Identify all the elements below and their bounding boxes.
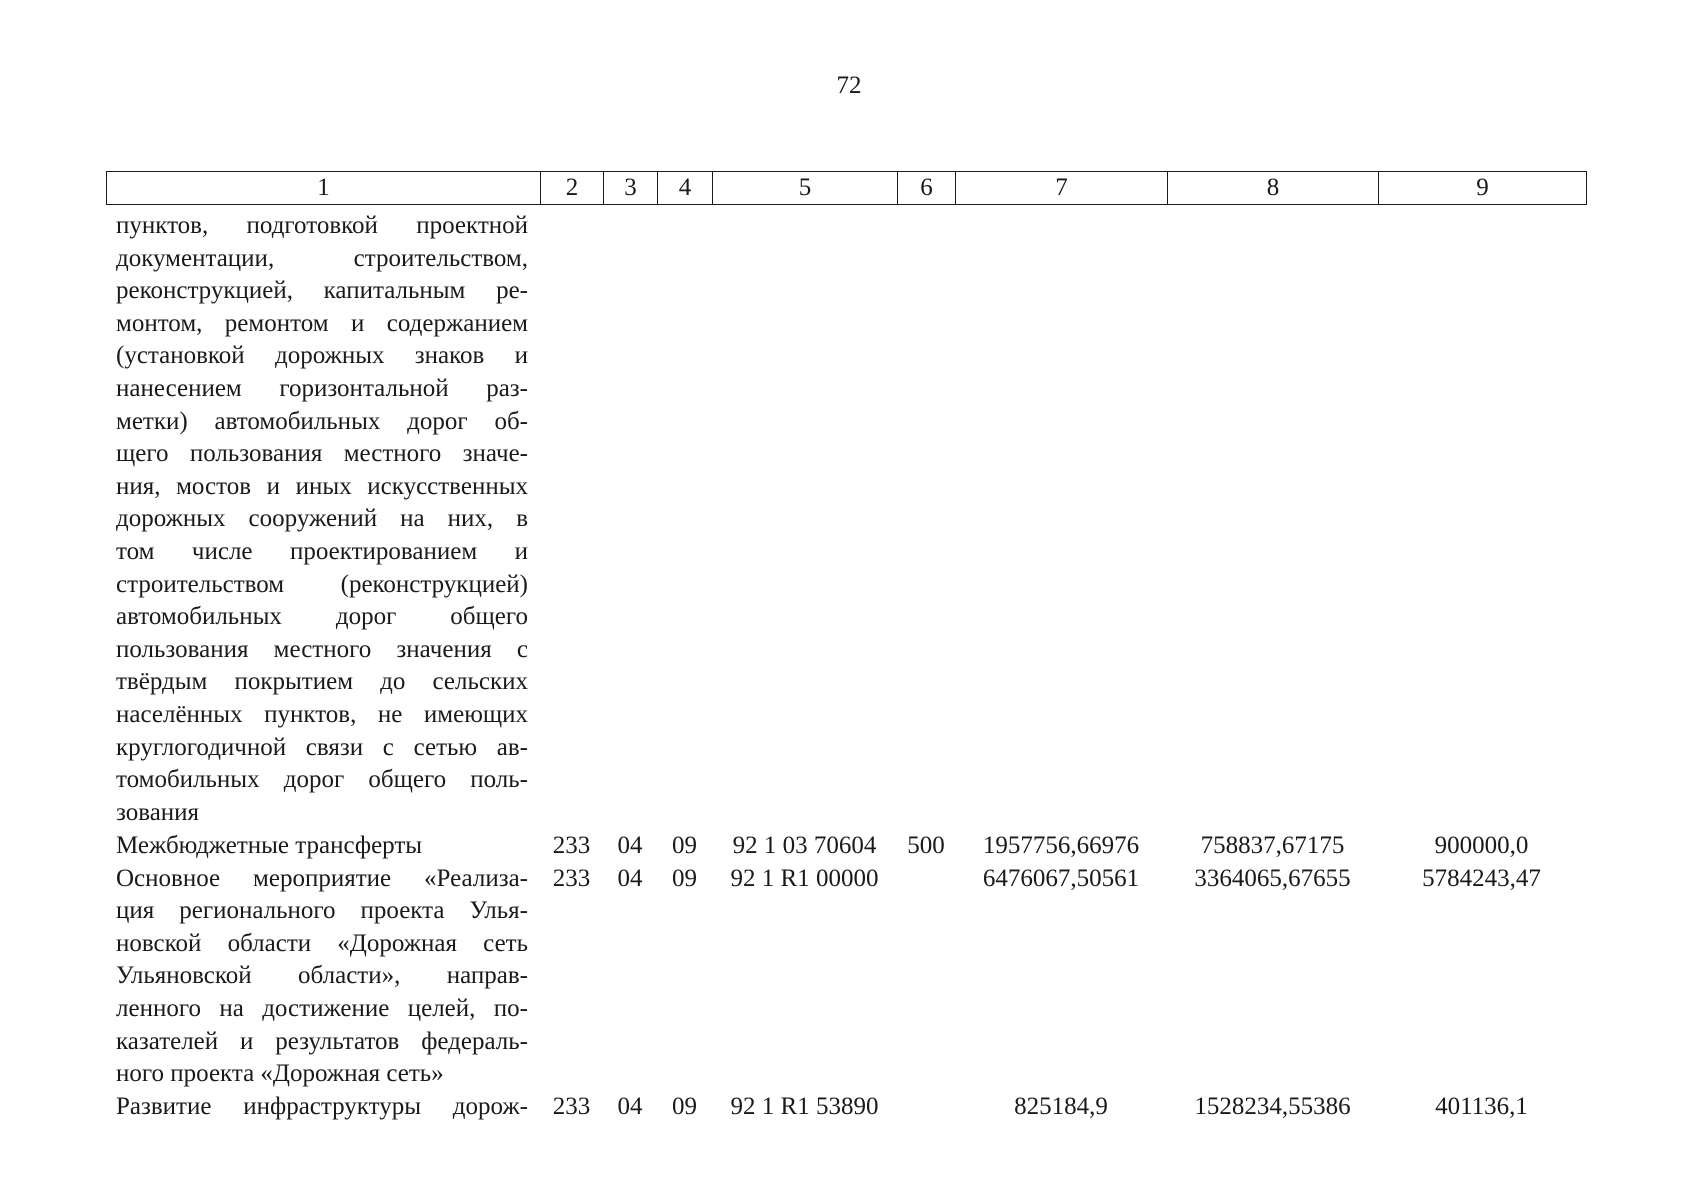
cell-col-7: 825184,9 [1014,1092,1108,1120]
row-name-line: нанесением горизонтальной раз- [116,374,528,402]
row-name-line: круглогодичной связи с сетью ав- [116,733,528,761]
cell-col-2: 233 [552,864,591,892]
table-header-row [106,171,1587,205]
row-name-line: Основное мероприятие «Реализа- [116,864,528,892]
row-name-line: пунктов, подготовкой проектной [116,212,528,239]
cell-col-4: 09 [672,1092,697,1120]
cell-col-2: 233 [552,1092,591,1120]
cell-col-4: 09 [672,832,697,859]
header-col-8: 8 [1168,172,1379,204]
row-name [106,210,540,829]
page-number: 72 [836,72,862,99]
row-name-line: населённых пунктов, не имеющих [116,700,528,728]
row-name-line: ленного на достижение целей, по- [116,994,528,1022]
cell-col-5: 92 1 R1 53890 [730,1092,879,1120]
header-col-6: 6 [898,172,956,204]
table-row [106,863,1585,1091]
header-col-3: 3 [604,172,658,204]
row-name-line: Развитие инфраструктуры дорож- [116,1092,528,1120]
row-name-line: ного проекта «Дорожная сеть» [116,1060,444,1088]
row-name-line: ция регионального проекта Улья- [116,897,528,925]
cell-col-7: 1957756,66976 [982,832,1140,859]
cell-col-3: 04 [617,832,643,859]
cell-col-3: 04 [617,1092,643,1120]
header-col-7: 7 [956,172,1168,204]
header-col-4: 4 [658,172,713,204]
cell-col-9: 900000,0 [1434,832,1529,859]
header-col-5: 5 [713,172,898,204]
cell-col-3: 04 [617,864,643,892]
cell-col-8: 758837,67175 [1200,832,1345,859]
row-name-line: (установкой дорожных знаков и [116,342,528,370]
row-name-line: пользования местного значения с [116,635,528,663]
table-row [106,1091,1585,1124]
cell-col-9: 401136,1 [1435,1092,1528,1120]
cell-col-8: 3364065,67655 [1194,864,1351,892]
row-name-line: Ульяновской области», направ- [116,962,528,990]
row-name [106,830,540,863]
row-name [106,1091,540,1124]
row-name-line: реконструкцией, капитальным ре- [116,277,528,305]
row-name-line: твёрдым покрытием до сельских [116,668,528,696]
cell-col-8: 1528234,55386 [1194,1092,1351,1120]
row-name-line: новской области «Дорожная сеть [116,929,528,957]
row-name-line: томобильных дорог общего поль- [116,766,528,794]
cell-col-7: 6476067,50561 [982,864,1140,892]
table-row [106,210,540,829]
row-name-line: казателей и результатов федераль- [116,1027,528,1055]
row-name-line: автомобильных дорог общего [116,603,528,631]
cell-col-2: 233 [552,832,591,859]
row-name-line: дорожных сооружений на них, в [116,505,528,533]
row-name-line: строительством (реконструкцией) [116,570,528,598]
table-row [106,830,1585,863]
row-name-line: ния, мостов и иных искусственных [116,472,528,500]
row-name-line: щего пользования местного значе- [116,440,528,468]
cell-col-4: 09 [672,864,697,892]
cell-col-5: 92 1 03 70604 [732,832,877,859]
row-name [106,863,540,1091]
row-name-line: документации, строительством, [116,244,528,272]
cell-col-6 [897,863,955,1091]
row-name-line: том числе проектированием и [116,537,528,565]
row-name-line: метки) автомобильных дорог об- [116,407,528,435]
cell-col-6: 500 [907,832,945,859]
cell-col-9: 5784243,47 [1422,864,1541,892]
cell-col-5: 92 1 R1 00000 [730,864,879,892]
row-name-line: зования [116,798,200,826]
cell-col-6 [897,1091,955,1124]
header-col-1: 1 [107,172,541,204]
row-name-line: Межбюджетные трансферты [116,832,423,859]
row-name-line: монтом, ремонтом и содержанием [116,309,528,337]
header-col-9: 9 [1476,174,1489,201]
header-col-2: 2 [541,172,604,204]
